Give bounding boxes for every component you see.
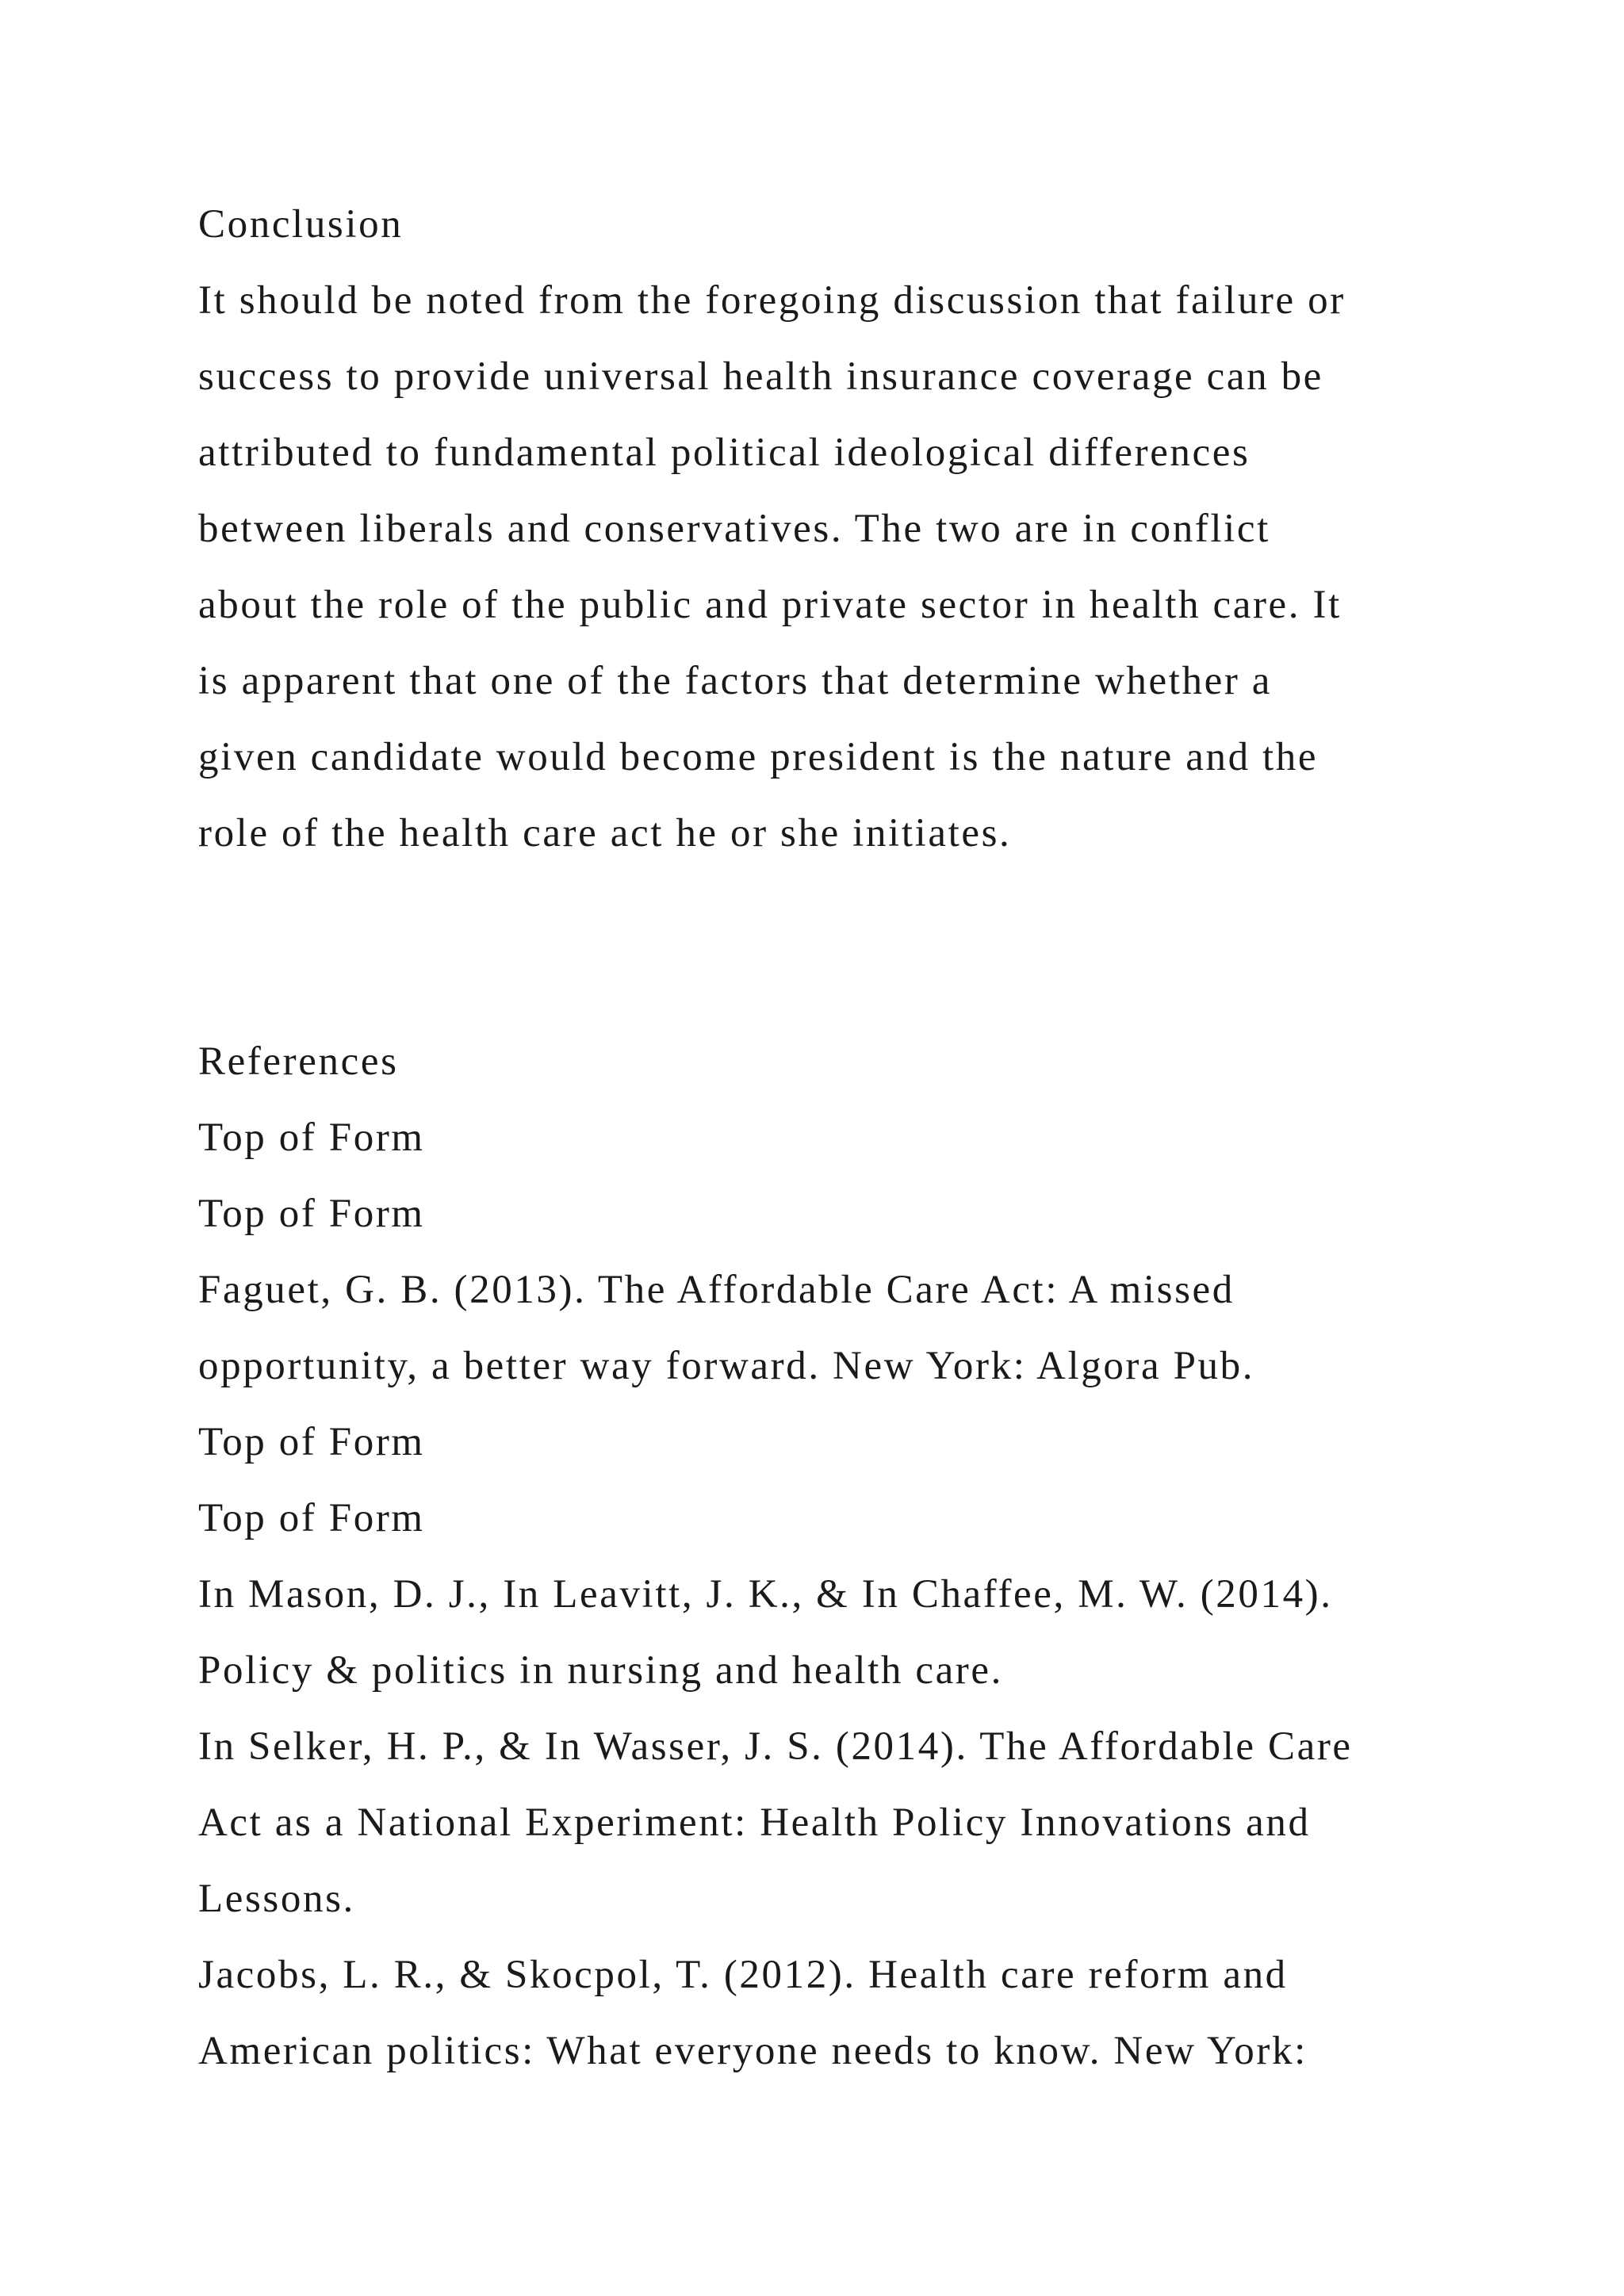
conclusion-line: success to provide universal health insurance coverage can be [198,354,1323,399]
conclusion-line: given candidate would become president is the nature and the [198,735,1319,779]
conclusion-line: is apparent that one of the factors that determine whether a [198,659,1273,703]
reference-line: opportunity, a better way forward. New York: Algora Pub. [198,1344,1255,1388]
conclusion-line: about the role of the public and private sector in health care. It [198,583,1342,627]
conclusion-line: attributed to fundamental political ideological differences [198,430,1251,475]
reference-line: In Mason, D. J., In Leavitt, J. K., & In Chaffee, M. W. (2014). [198,1572,1333,1617]
reference-line: Act as a National Experiment: Health Policy Innovations and [198,1800,1311,1845]
conclusion-line: It should be noted from the foregoing discussion that failure or [198,278,1346,323]
reference-line: American politics: What everyone needs to know. New York: [198,2029,1308,2073]
conclusion-section [198,186,1515,871]
reference-line: In Selker, H. P., & In Wasser, J. S. (2014). The Affordable Care [198,1724,1353,1769]
references-section [198,1024,1515,2089]
conclusion-line: role of the health care act he or she initiates. [198,811,1012,855]
document-page [198,186,1515,2089]
form-marker: Top of Form [198,1420,425,1464]
reference-line: Policy & politics in nursing and health care. [198,1648,1003,1693]
reference-line: Jacobs, L. R., & Skocpol, T. (2012). Health care reform and [198,1953,1288,1997]
form-marker: Top of Form [198,1496,425,1540]
conclusion-heading: Conclusion [198,202,404,247]
form-marker: Top of Form [198,1192,425,1236]
conclusion-line: between liberals and conservatives. The two are in conflict [198,507,1270,551]
reference-line: Faguet, G. B. (2013). The Affordable Care Act: A missed [198,1268,1235,1312]
form-marker: Top of Form [198,1115,425,1160]
references-heading: References [198,1039,399,1084]
section-spacer [198,871,1515,1024]
reference-line: Lessons. [198,1877,355,1921]
